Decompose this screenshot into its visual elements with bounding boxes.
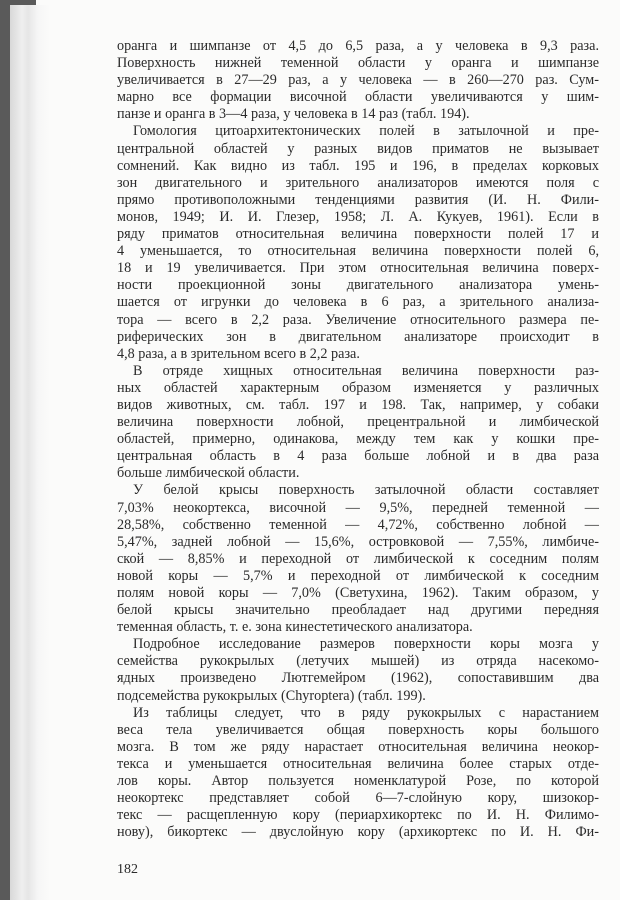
text-line: 28,58%, собственно теменной — 4,72%, собственно лобной — xyxy=(117,516,599,533)
text-line: текса и уменьшается относительная величина более старых отде- xyxy=(117,755,599,772)
text-line: ряду приматов относительная величина поверхности полей 17 и xyxy=(117,226,599,243)
text-line: полям новой коры — 7,0% (Светухина, 1962). Таким образом, у xyxy=(117,585,599,601)
book-gutter xyxy=(0,0,10,900)
text-line: ядных произведено Лютгемейром (1962), сопоставившим два xyxy=(117,670,599,687)
text-line: веса тела увеличивается общая поверхность коры большого xyxy=(117,721,599,738)
text-line: неокортекс представляет собой 6—7-слойную кору, шизокор- xyxy=(117,790,599,807)
text-line: ской — 8,85% и переходной от лимбической к соседним полям xyxy=(117,550,599,567)
text-line: теменная область, т. е. зона кинестетического анализатора. xyxy=(117,619,473,636)
text-line: тора — всего в 2,2 раза. Увеличение относительного размера пе- xyxy=(117,311,599,328)
text-line: нову), бикортекс — двуслойную кору (архикортекс по И. Н. Фи- xyxy=(117,824,599,841)
text-line: прямо противоположными тенденциями развития (И. Н. Фили- xyxy=(117,191,599,208)
text-line: мозга. В том же ряду нарастает относительная величина неокор- xyxy=(117,738,599,755)
page-number: 182 xyxy=(117,862,138,877)
text-line: Поверхность нижней теменной области у оранга и шимпанзе xyxy=(117,55,599,72)
text-line: ных областей характерным образом изменяется у различных xyxy=(117,379,599,396)
text-line: сомнений. Как видно из табл. 195 и 196, в пределах корковых xyxy=(117,157,599,174)
text-line: шается от игрунки до человека в 6 раз, а зрительного анализа- xyxy=(117,294,599,311)
text-line: семейства рукокрылых (летучих мышей) из отряда насекомо- xyxy=(117,653,599,670)
text-line: 5,47%, задней лобной — 15,6%, островковой — 7,55%, лимбиче- xyxy=(117,533,599,550)
text-line: 7,03% неокортекса, височной — 9,5%, передней теменной — xyxy=(117,499,599,516)
text-line: марно все формации височной области увеличиваются у шим- xyxy=(117,89,599,106)
page-body-text xyxy=(117,38,599,841)
text-line: Из таблицы следует, что в ряду рукокрылых с нарастанием xyxy=(133,704,599,721)
text-line: 4 уменьшается, то относительная величина поверхности полей 6, xyxy=(117,243,599,260)
text-line: 18 и 19 увеличивается. При этом относительная величина поверх- xyxy=(117,260,599,277)
text-line: оранга и шимпанзе от 4,5 до 6,5 раза, а у человека в 9,3 раза. xyxy=(117,38,599,54)
text-line: В отряде хищных относительная величина поверхности раз- xyxy=(133,362,599,379)
text-line: У белой крысы поверхность затылочной области составляет xyxy=(133,482,599,499)
text-line: лов коры. Автор пользуется номенклатурой Розе, по которой xyxy=(117,773,599,790)
text-line: монов, 1949; И. И. Глезер, 1958; Л. А. Кукуев, 1961). Если в xyxy=(117,208,599,225)
page-edge-shadow xyxy=(10,5,50,900)
text-line: центральная область в 4 раза больше лобной и в два раза xyxy=(117,448,599,465)
text-line: больше лимбической области. xyxy=(117,465,300,482)
text-line: белой крысы значительно преобладает над другими передняя xyxy=(117,602,599,619)
text-line: 4,8 раза, а в зрительном всего в 2,2 раза. xyxy=(117,345,360,362)
text-line: Подробное исследование размеров поверхности коры мозга у xyxy=(133,636,599,653)
text-line: центральной областей у разных видов приматов не вызывает xyxy=(117,140,599,157)
text-line: величина поверхности лобной, прецентральной и лимбической xyxy=(117,414,599,431)
text-line: областей, примерно, одинакова, между тем как у кошки пре- xyxy=(117,431,599,448)
text-line: видов животных, см. табл. 197 и 198. Так, например, у собаки xyxy=(117,396,599,413)
text-line: Гомология цитоархитектонических полей в затылочной и пре- xyxy=(133,123,599,140)
text-line: панзе и оранга в 3—4 раза, у человека в 14 раз (табл. 194). xyxy=(117,106,470,123)
text-line: риферических зон в двигательном анализаторе происходит в xyxy=(117,328,599,345)
text-line: текс — расщепленную кору (периархикортекс по И. Н. Филимо- xyxy=(117,807,599,824)
text-line: новой коры — 5,7% и переходной от лимбической к соседним xyxy=(117,567,599,584)
text-line: увеличивается в 27—29 раз, а у человека — в 260—270 раз. Сум- xyxy=(117,72,599,89)
text-line: ности проекционной зоны двигательного анализатора умень- xyxy=(117,277,599,294)
text-line: подсемейства рукокрылых (Chyroptera) (табл. 199). xyxy=(117,687,426,704)
text-line: зон двигательного и зрительного анализаторов имеются поля с xyxy=(117,174,599,191)
